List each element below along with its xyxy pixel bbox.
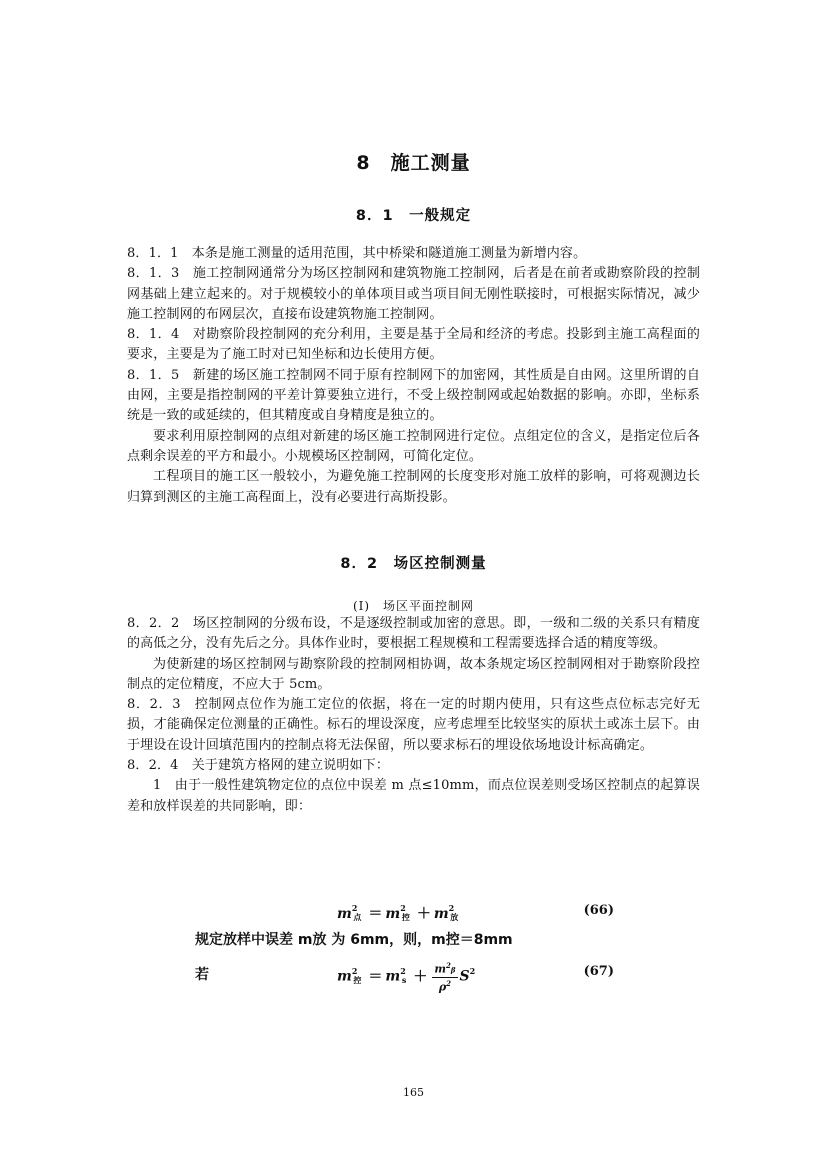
section-8-1-body: [127, 244, 700, 508]
stake-error-line: 规定放样中误差 m放 为 6mm，则，m控＝8mm: [195, 932, 513, 948]
paragraph-8-1-5: 8．1．5 新建的场区施工控制网不同于原有控制网下的加密网，其性质是自由网。这里所谓的自由网，主要是指控制网的平差计算要独立进行，不受上级控制网或起始数据的影响。亦即，坐标系统是一致的或延续的，但其精度或自身精度是独立的。: [127, 367, 700, 424]
paragraph-8-2-2: 8．2．2 场区控制网的分级布设，不是逐级控制或加密的意思。即，一级和二级的关系只有精度的高低之分，没有先后之分。具体作业时，要根据工程规模和工程需要选择合适的精度等级。: [127, 616, 700, 652]
subsection-title-plane-control: (Ⅰ) 场区平面控制网: [352, 599, 475, 613]
page-number: 165: [403, 1086, 424, 1099]
paragraph-8-1-4: 8．1．4 对勘察阶段控制网的充分利用，主要是基于全局和经济的考虑。投影到主施工高程面的要求，主要是为了施工时对已知坐标和边长使用方便。: [127, 327, 700, 363]
document-page: [127, 0, 700, 1169]
stake-line-row: [127, 929, 700, 955]
paragraph-8-1-1: 8．1．1 本条是施工测量的适用范围，其中桥梁和隧道施工测量为新增内容。: [127, 246, 587, 261]
section-8-2-body: [127, 614, 700, 817]
formula-67-lead: 若: [195, 967, 209, 983]
equation-number-67: (67): [583, 964, 614, 979]
formula-66: $m^2$点 ＝ $m^2$控 ＋ $m^2$放: [337, 903, 459, 922]
paragraph-8-1-3: 8．1．3 施工控制网通常分为场区控制网和建筑物施工控制网，后者是在前者或勘察阶段的控制网基础上建立起来的。对于规模较小的单体项目或当项目间无刚性联接时，可根据实际情况，减少施工控制网的布网层次，直接布设建筑物施工控制网。: [127, 266, 700, 322]
equation-number-66: (66): [583, 903, 614, 918]
formula-67-row: [127, 960, 700, 1000]
paragraph-item-1: 1 由于一般性建筑物定位的点位中误差 m 点≤10mm，而点位误差则受场区控制点的起算误差和放样误差的共同影响，即：: [127, 778, 700, 814]
formula-66-row: [127, 903, 700, 929]
formula-67-fraction: $\frac{m^2\beta}{\rho^2}$: [434, 961, 456, 994]
section-title-8-2: 8．2 场区控制测量: [340, 556, 487, 572]
paragraph-point-group: 要求利用原控制网的点组对新建的场区施工控制网进行定位。点组定位的含义，是指定位后各点剩余误差的平方和最小。小规模场区控制网，可简化定位。: [127, 428, 700, 464]
section-title-8-1: 8．1 一般规定: [355, 208, 472, 224]
paragraph-8-2-3: 8．2．3 控制网点位作为施工定位的依据，将在一定的时期内使用，只有这些点位标志完好无损，才能确保定位测量的正确性。标石的埋设深度，应考虑埋至比较坚实的原状土或冻土层下。由于埋设在设计回填范围内的控制点将无法保留，所以要求标石的埋设依场地设计标高确定。: [127, 697, 700, 753]
chapter-title: 8 施工测量: [356, 152, 471, 174]
paragraph-project-area: 工程项目的施工区一般较小，为避免施工控制网的长度变形对施工放样的影响，可将观测边长归算到测区的主施工高程面上，没有必要进行高斯投影。: [127, 469, 700, 505]
paragraph-coordination: 为使新建的场区控制网与勘察阶段的控制网相协调，故本条规定场区控制网相对于勘察阶段控制点的定位精度，不应大于 5cm。: [127, 656, 700, 692]
paragraph-8-2-4: 8．2．4 关于建筑方格网的建立说明如下：: [127, 758, 389, 774]
formula-67: $m^2$控 ＝ $m^2s$ ＋ $\frac{m^2\beta}{\rho^2}$ $S^2$: [337, 961, 476, 994]
